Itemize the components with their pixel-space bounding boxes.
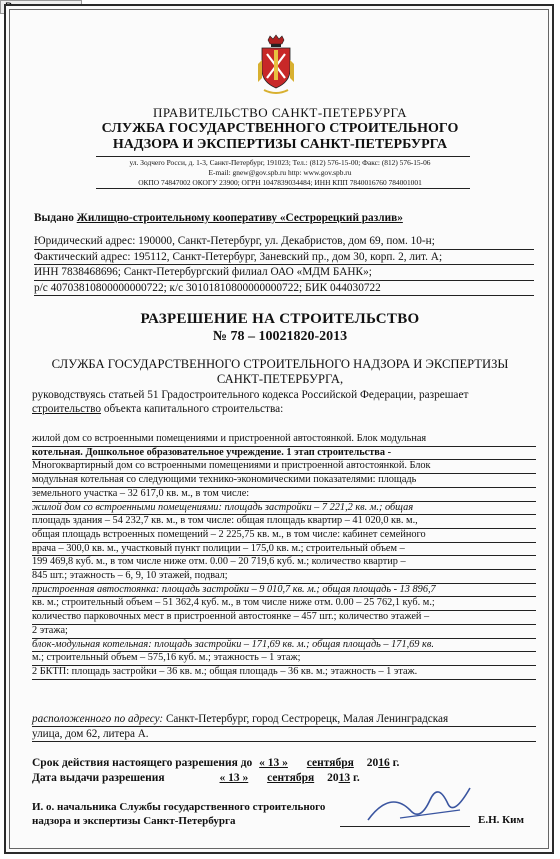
signature-line [340,826,470,827]
permit-number: № 78 – 10021820-2013 [212,329,348,344]
issuing-organization: СЛУЖБА ГОСУДАРСТВЕННОГО СТРОИТЕЛЬНОГО НАДЗОРА И ЭКСПЕРТИЗЫ САНКТ-ПЕТЕРБУРГА, [51,357,509,386]
object-location: расположенного по адресу: Санкт-Петербург, город Сестрорецк, Малая Ленинградская улица, дом 62, литера А. [32,712,536,742]
requisite-line: ИНН 7838468696; Санкт-Петербургский филиал ОАО «МДМ БАНК»; [34,265,534,281]
object-line: 2 этажа; [32,625,536,639]
coat-of-arms-emblem [256,34,296,96]
service-name: СЛУЖБА ГОСУДАРСТВЕННОГО СТРОИТЕЛЬНОГО НАДЗОРА И ЭКСПЕРТИЗЫ САНКТ-ПЕТЕРБУРГА [101,121,459,152]
object-line: 2 БКТП: площадь застройки – 36 кв. м.; общая площадь – 36 кв. м.; этажность – 1 этаж. [32,666,536,680]
object-line: котельная. Дошкольное образовательное учреждение. 1 этап строительства - [32,447,536,461]
government-name: ПРАВИТЕЛЬСТВО САНКТ-ПЕТЕРБУРГА [152,105,408,120]
object-line: Многоквартирный дом со встроенными помещениями и пристроенной автостоянкой. Блок [32,460,536,474]
object-line: земельного участка – 32 617,0 кв. м., в том числе: [32,488,536,502]
requisite-line: Фактический адрес: 195112, Санкт-Петербург, Заневский пр., дом 30, корп. 2, лит. А; [34,250,534,266]
validity-date: Срок действия настоящего разрешения до « 13 » сентября 2016 г. [32,757,400,769]
object-line: общая площадь встроенных помещений – 2 225,75 кв. м., в том числе: кабинет семейного [32,529,536,543]
object-line: пристроенная автостоянка: площадь застройки – 9 010,7 кв. м.; общая площадь - 13 896,7 [32,584,536,598]
object-line: 199 469,8 куб. м., в том числе ниже отм. 0.00 – 20 719,6 куб. м.; количество квартир – [32,556,536,570]
object-line: жилой дом со встроенными помещениями и пристроенной автостоянкой. Блок модульная [32,433,536,447]
permit-title: РАЗРЕШЕНИЕ НА СТРОИТЕЛЬСТВО [140,311,420,327]
object-line: 845 шт.; этажность – 6, 9, 10 этажей, подвал; [32,570,536,584]
header-divider-bottom [96,188,470,189]
object-line: блок-модульная котельная: площадь застройки – 171,69 кв. м.; общая площадь – 171,69 кв. [32,639,536,653]
recipient-requisites [34,234,534,296]
object-description [32,433,536,680]
requisite-line: Юридический адрес: 190000, Санкт-Петербург, ул. Декабристов, дом 69, пом. 10-н; [34,234,534,250]
object-line: жилой дом со встроенными помещениями: площадь застройки – 7 221,2 кв. м.; общая [32,502,536,516]
object-line: врача – 300,0 кв. м., участковый пункт полиции – 175,0 кв. м.; строительный объем – [32,543,536,557]
issued-to: Выдано Жилищно-строительному кооперативу «Сестрорецкий разлив» [34,212,403,224]
service-contacts: ул. Зодчего Росси, д. 1-3, Санкт-Петербург, 191023; Тел.: (812) 576-15-00; Факс: (812) 576-15-06 E-mail: gnew@gov.spb.ru http: www.gov.spb.ru ОКПО 74847002 ОКОГУ 23900; ОГРН 1047839034484; ИНН КПП 7840016760 784001001 [129,158,431,187]
legal-basis: руководствуясь статьей 51 Градостроительного кодекса Российской Федерации, разрешает строительство объекта капитального строительства: [32,389,469,415]
object-line: количество парковочных мест в пристроенной автостоянке – 457 шт.; количество этажей – [32,611,536,625]
signatory-name: Е.Н. Ким [478,814,524,826]
issue-date: Дата выдачи разрешения « 13 » сентября 2013 г. [32,772,360,784]
object-line: площадь здания – 54 232,7 кв. м., в том числе: общая площадь квартир – 41 020,0 кв. м., [32,515,536,529]
object-line: м.; строительный объем – 575,16 куб. м.; этажность – 1 этаж; [32,652,536,666]
object-line: модульная котельная со следующими технико-экономическими показателями: площадь [32,474,536,488]
requisite-line: р/с 40703810800000000722; к/с 30101810800000000722; БИК 044030722 [34,281,534,297]
handwritten-signature [360,770,480,830]
object-line: кв. м.; строительный объем – 51 362,4 куб. м., в том числе ниже отм. 0.00 – 25 762,1 куб. м.; [32,597,536,611]
signatory-title: И. о. начальника Службы государственного строительного надзора и экспертизы Санкт-Петербурга [32,801,326,827]
header-divider-top [96,156,470,157]
